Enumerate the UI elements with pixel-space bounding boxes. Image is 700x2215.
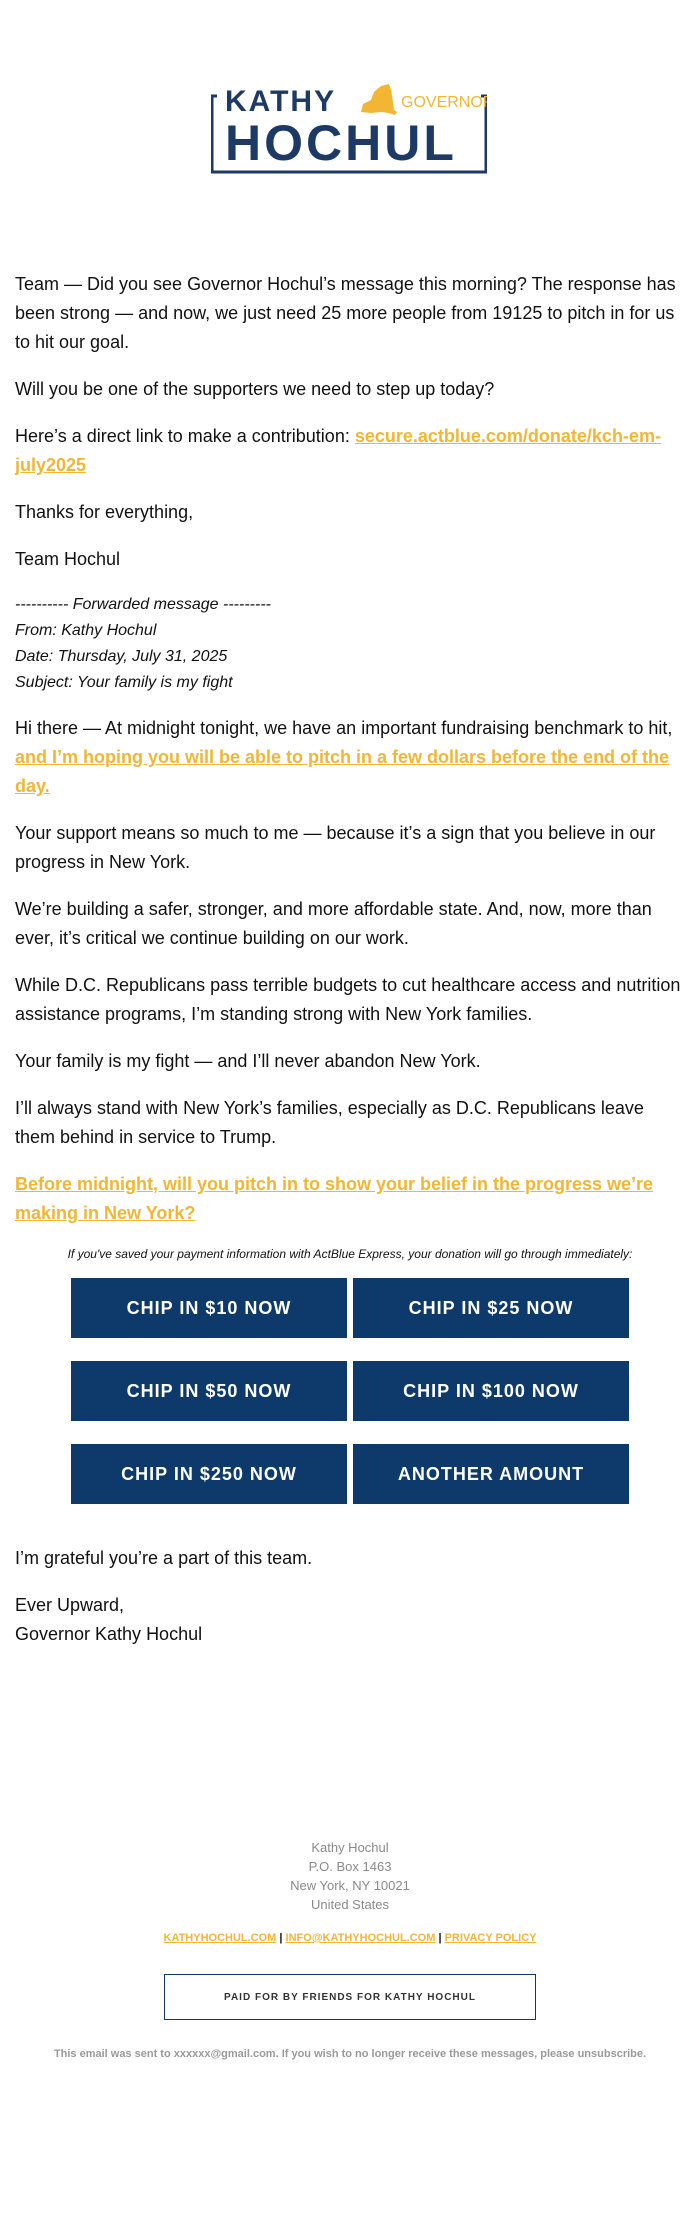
mailing-address	[0, 1838, 700, 1914]
paragraph-midnight	[15, 1170, 685, 1228]
forward-header: ---------- Forwarded message ---------	[15, 596, 271, 613]
new-york-state-icon	[361, 84, 397, 115]
paragraph-team: Team Hochul	[15, 549, 121, 569]
paragraph-building: We’re building a safer, stronger, and more affordable state. And, now, more than ever, it’s critical we continue building on our work.	[15, 899, 652, 948]
chip-in-250-button[interactable]: CHIP IN $250 NOW	[71, 1444, 347, 1504]
address-country: United States	[310, 1897, 390, 1912]
logo-graphic	[211, 82, 487, 174]
paragraph-grateful: I’m grateful you’re a part of this team.	[15, 1548, 313, 1568]
paragraph-republicans: While D.C. Republicans pass terrible budgets to cut healthcare access and nutrition assistance programs, I’m standing strong with New York families.	[15, 975, 681, 1024]
paragraph-ask: Will you be one of the supporters we need to step up today?	[15, 379, 495, 399]
link-separator: |	[438, 1932, 442, 1944]
signoff: Ever Upward,	[15, 1595, 125, 1615]
chip-in-25-button[interactable]: CHIP IN $25 NOW	[353, 1278, 629, 1338]
benchmark-text: Hi there — At midnight tonight, we have an important fundraising benchmark to hit,	[15, 718, 673, 738]
signoff-block	[15, 1591, 685, 1649]
email-footer	[0, 1838, 700, 2060]
paragraph-family: Your family is my fight — and I’ll never abandon New York.	[15, 1051, 481, 1071]
forward-subject: Subject: Your family is my fight	[15, 674, 233, 691]
paragraph-support: Your support means so much to me — because it’s a sign that you believe in our progress in New York.	[15, 823, 656, 872]
privacy-policy-link[interactable]: PRIVACY POLICY	[444, 1932, 537, 1944]
chip-in-10-button[interactable]: CHIP IN $10 NOW	[71, 1278, 347, 1338]
address-city: New York, NY 10021	[290, 1878, 410, 1893]
email-link[interactable]: INFO@KATHYHOCHUL.COM	[285, 1932, 436, 1944]
paid-for-disclaimer: PAID FOR BY FRIENDS FOR KATHY HOCHUL	[164, 1974, 536, 2020]
logo-last-name: HOCHUL	[225, 115, 457, 171]
direct-link-text: Here’s a direct link to make a contribution:	[15, 426, 355, 446]
logo-title: GOVERNOR	[401, 94, 487, 111]
signature: Governor Kathy Hochul	[15, 1624, 203, 1644]
link-separator: |	[279, 1932, 283, 1944]
logo-first-name: KATHY	[225, 85, 337, 118]
address-po-box: P.O. Box 1463	[308, 1859, 392, 1874]
footer-links	[0, 1932, 700, 1944]
website-link[interactable]: KATHYHOCHUL.COM	[163, 1932, 277, 1944]
paragraph-direct-link	[15, 422, 685, 480]
paragraph-intro: Team — Did you see Governor Hochul’s message this morning? The response has been strong — and now, we just need 25 more people from 19125 to pitch in for us to hit our goal.	[15, 274, 676, 352]
paragraph-stand: I’ll always stand with New York’s families, especially as D.C. Republicans leave them behind in service to Trump.	[15, 1098, 644, 1147]
paragraph-benchmark	[15, 714, 685, 801]
another-amount-button[interactable]: ANOTHER AMOUNT	[353, 1444, 629, 1504]
donation-buttons	[71, 1278, 629, 1504]
email-body	[15, 270, 685, 1667]
forward-from: From: Kathy Hochul	[15, 622, 157, 639]
chip-in-50-button[interactable]: CHIP IN $50 NOW	[71, 1361, 347, 1421]
pitch-in-link[interactable]: and I’m hoping you will be able to pitch in a few dollars before the end of the day.	[15, 747, 670, 796]
forward-date: Date: Thursday, July 31, 2025	[15, 648, 228, 665]
address-name: Kathy Hochul	[311, 1840, 389, 1855]
donate-link[interactable]: secure.actblue.com/donate/kch-em-july2025	[15, 426, 661, 475]
actblue-express-note: If you've saved your payment information with ActBlue Express, your donation will go through immediately:	[67, 1247, 633, 1261]
midnight-link[interactable]: Before midnight, will you pitch in to show your belief in the progress we’re making in New York?	[15, 1174, 654, 1223]
paragraph-thanks: Thanks for everything,	[15, 502, 194, 522]
campaign-logo	[211, 82, 487, 174]
unsubscribe-notice[interactable]: This email was sent to xxxxxx@gmail.com. If you wish to no longer receive these messages, please unsubscribe.	[53, 2048, 647, 2060]
forwarded-message	[15, 592, 685, 696]
chip-in-100-button[interactable]: CHIP IN $100 NOW	[353, 1361, 629, 1421]
